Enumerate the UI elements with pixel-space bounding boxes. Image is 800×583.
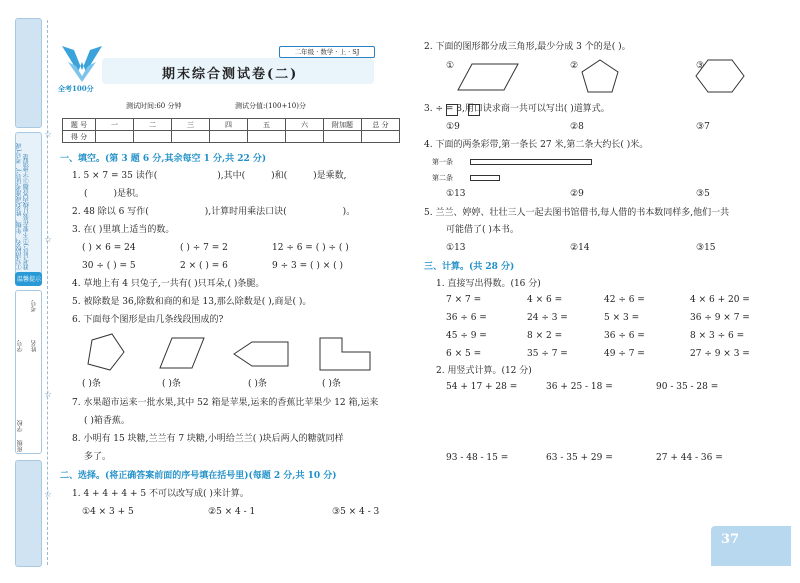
star-icon: ☆ <box>44 130 53 140</box>
ribbon-label: 第一条 <box>432 158 453 166</box>
q3-item: 2 × ( ) = 6 <box>180 261 228 271</box>
s3: 3. ÷ = 8,用口诀求商一共可以写出( )道算式。 <box>424 104 610 114</box>
vertical-calc: 63 - 35 + 29 = <box>546 453 613 463</box>
table-cell: 一 <box>96 119 134 131</box>
sidebar-tag: 温馨提示 <box>17 276 42 283</box>
calc-item: 27 ÷ 9 × 3 = <box>690 349 750 359</box>
table-cell: 二 <box>134 119 172 131</box>
vertical-calc: 93 - 48 - 15 = <box>446 453 509 463</box>
calc-item: 35 ÷ 7 = <box>527 349 568 359</box>
calc-item: 5 × 3 = <box>604 313 640 323</box>
s2-option: ③ <box>696 61 705 71</box>
s1-option: ②5 × 4 - 1 <box>208 507 256 517</box>
vertical-calc: 27 + 44 - 36 = <box>656 453 723 463</box>
vertical-calc: 90 - 35 - 28 = <box>656 382 719 392</box>
s5-option: ①13 <box>446 243 466 253</box>
c1: 1. 直接写出得数。(16 分) <box>436 279 541 289</box>
q8-line1: 8. 小明有 15 块糖,兰兰有 7 块糖,小明给兰兰( )块后两人的糖就同样 <box>72 434 344 444</box>
box-blank[interactable] <box>446 104 458 116</box>
q8-line2: 多了。 <box>84 452 112 462</box>
q6-blank: ( )条 <box>248 379 267 389</box>
q5: 5. 被除数是 36,除数和商的和是 13,那么除数是( ),商是( )。 <box>72 297 312 307</box>
q6: 6. 下面每个图形是由几条线段围成的? <box>72 315 224 325</box>
table-cell: 总 分 <box>362 119 400 131</box>
score-cell[interactable] <box>96 131 134 143</box>
star-icon: ☆ <box>44 235 53 245</box>
calc-item: 6 × 5 = <box>446 349 482 359</box>
s2-option: ① <box>446 61 455 71</box>
s2-shapes <box>420 54 750 96</box>
score-cell[interactable] <box>210 131 248 143</box>
section-3-title: 三、计算。(共 28 分) <box>424 262 515 272</box>
label-exam-no: 考号 <box>31 300 38 312</box>
star-icon: ☆ <box>44 390 53 400</box>
s3-option: ①9 <box>446 122 460 132</box>
label-name: 姓名 <box>31 340 38 352</box>
c2: 2. 用竖式计算。(12 分) <box>436 366 532 376</box>
calc-item: 36 ÷ 6 = <box>604 331 645 341</box>
s5-option: ②14 <box>570 243 590 253</box>
q2 <box>72 206 355 218</box>
pentagon-shape <box>582 60 618 92</box>
table-cell: 题 号 <box>63 119 96 131</box>
exam-time: 测试时间:60 分钟 <box>126 102 182 110</box>
ribbon-2 <box>470 175 500 181</box>
s2-option: ② <box>570 61 579 71</box>
page-title: 期末综合测试卷(二) <box>162 67 299 82</box>
q3: 3. 在( )里填上适当的数。 <box>72 225 175 235</box>
table-cell: 三 <box>172 119 210 131</box>
s4-option: ①13 <box>446 189 466 199</box>
score-cell[interactable] <box>248 131 286 143</box>
s4: 4. 下面的两条彩带,第一条长 27 米,第二条大约长( )米。 <box>424 140 649 150</box>
calc-item: 42 ÷ 6 = <box>604 295 645 305</box>
page-number: 37 <box>711 526 791 566</box>
q7-line1: 7. 水果超市运来一批水果,其中 52 箱是苹果,运来的香蕉比苹果少 12 箱,运来 <box>72 398 379 408</box>
label-class: 班级 <box>17 440 24 452</box>
s1: 1. 4 + 4 + 4 + 5 不可以改写成( )来计算。 <box>72 489 249 499</box>
exam-score: 测试分值:(100+10)分 <box>235 102 306 110</box>
calc-item: 4 × 6 + 20 = <box>690 295 750 305</box>
label-student-no: 学号 <box>17 340 24 352</box>
pentagon-shape <box>88 334 124 370</box>
s3-option: ③7 <box>696 122 710 132</box>
section-2-title: 二、选择。(将正确答案前面的序号填在括号里)(每题 2 分,共 10 分) <box>60 471 337 481</box>
calc-item: 8 × 2 = <box>527 331 563 341</box>
star-icon: ☆ <box>44 490 53 500</box>
calc-item: 45 ÷ 9 = <box>446 331 487 341</box>
table-cell: 附加题 <box>324 119 362 131</box>
q1-text: ( <box>84 189 88 199</box>
table-cell: 四 <box>210 119 248 131</box>
l-shape <box>320 338 370 370</box>
q1-text: ),其中( <box>217 171 246 181</box>
score-cell[interactable] <box>324 131 362 143</box>
q3-item: ( ) × 6 = 24 <box>82 243 136 253</box>
ribbon-1 <box>470 159 592 165</box>
q6-blank: ( )条 <box>82 379 101 389</box>
q3-item: 30 ÷ ( ) = 5 <box>82 261 136 271</box>
q2-text: ),计算时用乘法口诀( <box>204 207 287 217</box>
table-cell: 六 <box>286 119 324 131</box>
section-1-title: 一、填空。(第 3 题 6 分,其余每空 1 分,共 22 分) <box>60 154 267 164</box>
grade-tag: 二年级 · 数学 · 上 · SJ <box>279 46 375 58</box>
s3-option: ②8 <box>570 122 584 132</box>
score-cell[interactable] <box>286 131 324 143</box>
sidebar-bar-bottom <box>15 460 42 567</box>
calc-item: 49 ÷ 7 = <box>604 349 645 359</box>
table-row <box>63 119 400 131</box>
q6-blank: ( )条 <box>322 379 341 389</box>
calc-item: 36 ÷ 9 × 7 = <box>690 313 750 323</box>
table-cell: 得 分 <box>63 131 96 143</box>
sidebar-note: ①写清校名、年级、姓名(或准考证号)、考号(或准考证号)②不要在装订线内答题③字迹清楚 <box>16 142 31 270</box>
calc-item: 24 ÷ 3 = <box>527 313 568 323</box>
q1-line1 <box>72 170 347 182</box>
arrow-hexagon-shape <box>234 342 288 366</box>
q4: 4. 草地上有 4 只兔子,一共有( )只耳朵,( )条腿。 <box>72 279 265 289</box>
q3-item: 12 ÷ 6 = ( ) ÷ ( ) <box>272 243 349 253</box>
logo-text: 全考100分 <box>58 84 94 93</box>
q1-text: 1. 5 × 7 = 35 读作( <box>72 171 158 181</box>
score-cell[interactable] <box>362 131 400 143</box>
hexagon-shape <box>696 60 744 92</box>
q3-item: 9 ÷ 3 = ( ) × ( ) <box>272 261 344 271</box>
sidebar-bar-top <box>15 18 42 128</box>
label-school: 学校 <box>17 420 24 432</box>
binding-sidebar <box>0 0 54 583</box>
s1-option: ③5 × 4 - 3 <box>332 507 380 517</box>
s1-option: ①4 × 3 + 5 <box>82 507 134 517</box>
s4-option: ③5 <box>696 189 710 199</box>
vertical-calc: 54 + 17 + 28 = <box>446 382 518 392</box>
parallelogram-shape <box>160 338 204 368</box>
box-blank[interactable] <box>468 104 480 116</box>
ribbon-label: 第二条 <box>432 174 453 182</box>
table-cell: 五 <box>248 119 286 131</box>
q6-shapes <box>80 330 390 376</box>
vertical-calc: 36 + 25 - 18 = <box>546 382 613 392</box>
q2-text: )。 <box>342 207 356 217</box>
table-row <box>63 131 400 143</box>
calc-item: 36 ÷ 6 = <box>446 313 487 323</box>
s4-option: ②9 <box>570 189 584 199</box>
calc-item: 8 × 3 ÷ 6 = <box>690 331 745 341</box>
calc-item: 4 × 6 = <box>527 295 563 305</box>
score-cell[interactable] <box>134 131 172 143</box>
calc-item: 7 × 7 = <box>446 295 482 305</box>
q1-line2 <box>84 188 144 200</box>
q3-item: ( ) ÷ 7 = 2 <box>180 243 228 253</box>
parallelogram-shape <box>458 64 518 90</box>
q1-text: )和( <box>271 171 288 181</box>
q2-text: 2. 48 除以 6 写作( <box>72 207 149 217</box>
score-cell[interactable] <box>172 131 210 143</box>
s2: 2. 下面的图形都分成三角形,最少分成 3 个的是( )。 <box>424 42 631 52</box>
q1-text: )是乘数, <box>313 171 347 181</box>
s5-option: ③15 <box>696 243 716 253</box>
s5-line1: 5. 兰兰、婷婷、壮壮三人一起去图书馆借书,每人借的书本数同样多,他们一共 <box>424 208 730 218</box>
q1-text: )是积。 <box>113 189 145 199</box>
score-table <box>62 118 400 143</box>
q7-line2: ( )箱香蕉。 <box>84 416 130 426</box>
binding-line <box>47 20 48 565</box>
q6-blank: ( )条 <box>162 379 181 389</box>
s5-line2: 可能借了( )本书。 <box>446 225 519 235</box>
